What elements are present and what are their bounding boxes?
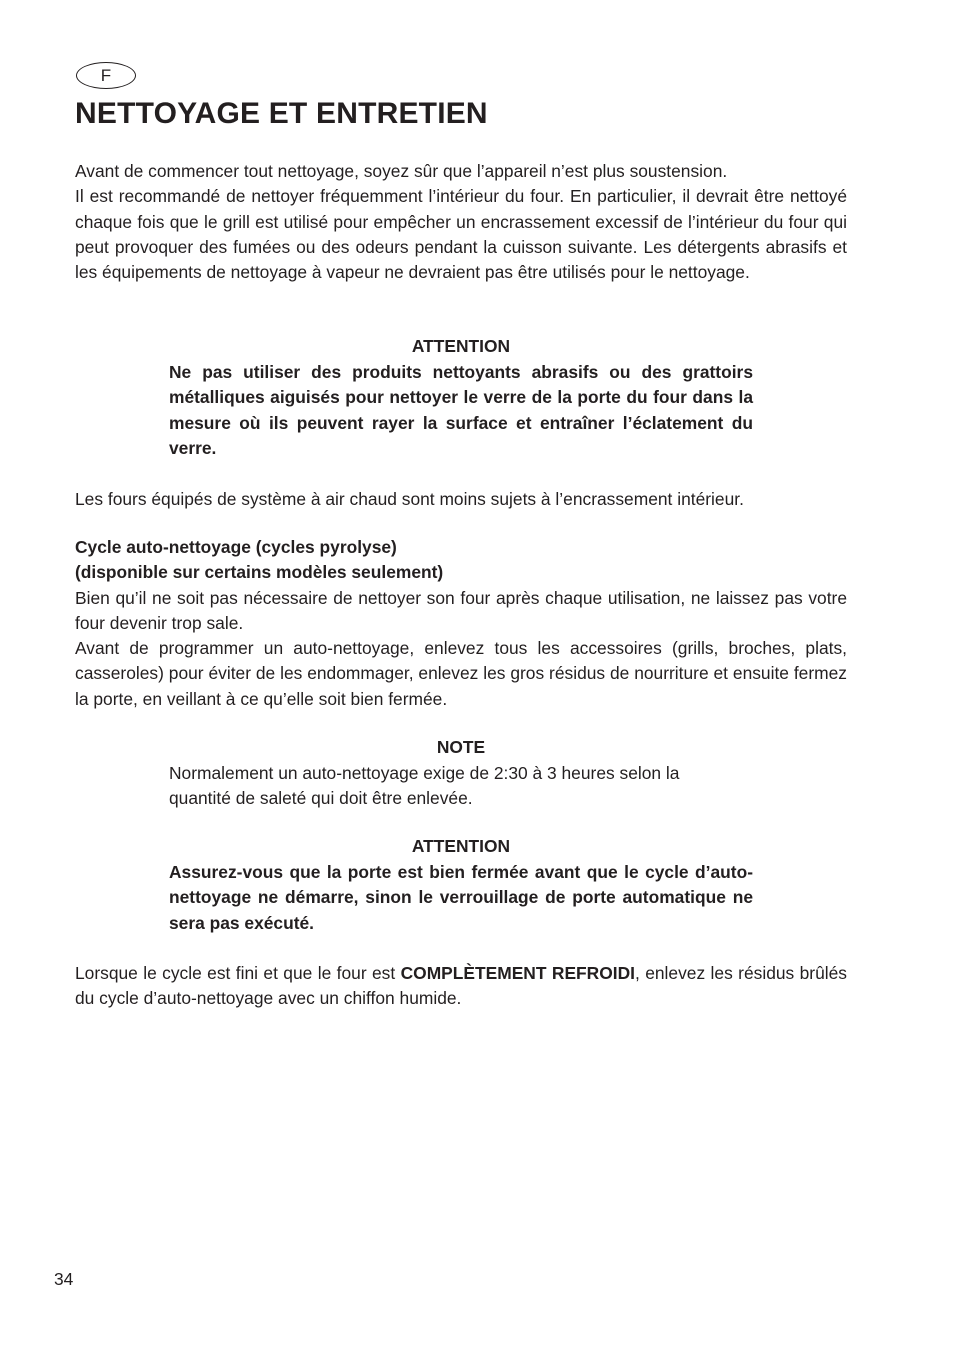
self-cleaning-paragraph-2: Avant de programmer un auto-nettoyage, enlevez tous les accessoires (grills, broches, plats, casseroles) pour éviter de les endommager, enlevez les gros résidus de nourriture et ensuite fermez la porte, en veillant à ce qu’elle soit bien fermée. [75, 638, 847, 709]
page-title: NETTOYAGE ET ENTRETIEN [75, 97, 488, 130]
attention-text-2: Assurez-vous que la porte est bien fermée avant que le cycle d’auto-nettoyage ne démarre, sinon le verrouillage de porte automatique ne sera pas exécuté. [169, 862, 753, 933]
hot-air-note: Les fours équipés de système à air chaud sont moins sujets à l’encrassement intérieur. [75, 489, 744, 509]
note-line-2: quantité de saleté qui doit être enlevée. [169, 788, 473, 809]
note-text [169, 761, 753, 812]
note-heading: NOTE [436, 737, 486, 757]
attention-heading: ATTENTION [411, 336, 511, 356]
intro-text: Il est recommandé de nettoyer fréquemment l’intérieur du four. En particulier, il devrait être nettoyé chaque fois que le grill est utilisé pour empêcher un encrassement excessif de l’intérieur du four qui peut provoquer des fumées ou des odeurs pendant la cuisson suivante. Les détergents abrasifs et les équipements de nettoyage à vapeur ne devraient pas être utilisés pour le nettoyage. [75, 186, 847, 283]
page-number: 34 [54, 1269, 74, 1289]
note-line-1: Normalement un auto-nettoyage exige de 2:30 à 3 heures selon la [169, 763, 680, 783]
final-paragraph [75, 961, 847, 1012]
final-emphasis: COMPLÈTEMENT REFROIDI [400, 963, 635, 983]
self-cleaning-paragraph-1: Bien qu’il ne soit pas nécessaire de nettoyer son four après chaque utilisation, ne laissez pas votre four devenir trop sale. [75, 587, 847, 633]
self-cleaning-subheading: (disponible sur certains modèles seulement) [75, 562, 444, 583]
final-text-end: , enlevez les résidus brûlés du cycle d’auto-nettoyage avec un chiffon humide. [75, 963, 847, 1009]
intro-paragraph [75, 159, 847, 285]
self-cleaning-heading: Cycle auto-nettoyage (cycles pyrolyse) [75, 537, 397, 557]
language-badge: F [76, 62, 136, 89]
intro-first-line: Avant de commencer tout nettoyage, soyez sûr que l’appareil n’est plus soustension. [75, 161, 728, 181]
self-cleaning-section [75, 535, 847, 712]
final-text-start: Lorsque le cycle est fini et que le four est [75, 963, 401, 983]
attention-text: Ne pas utiliser des produits nettoyants abrasifs ou des grattoirs métalliques aiguisés pour nettoyer le verre de la porte du four dans la mesure où ils peuvent rayer la surface et entraîner l’éclatement du verre. [169, 362, 753, 458]
attention-heading-2: ATTENTION [411, 836, 511, 856]
